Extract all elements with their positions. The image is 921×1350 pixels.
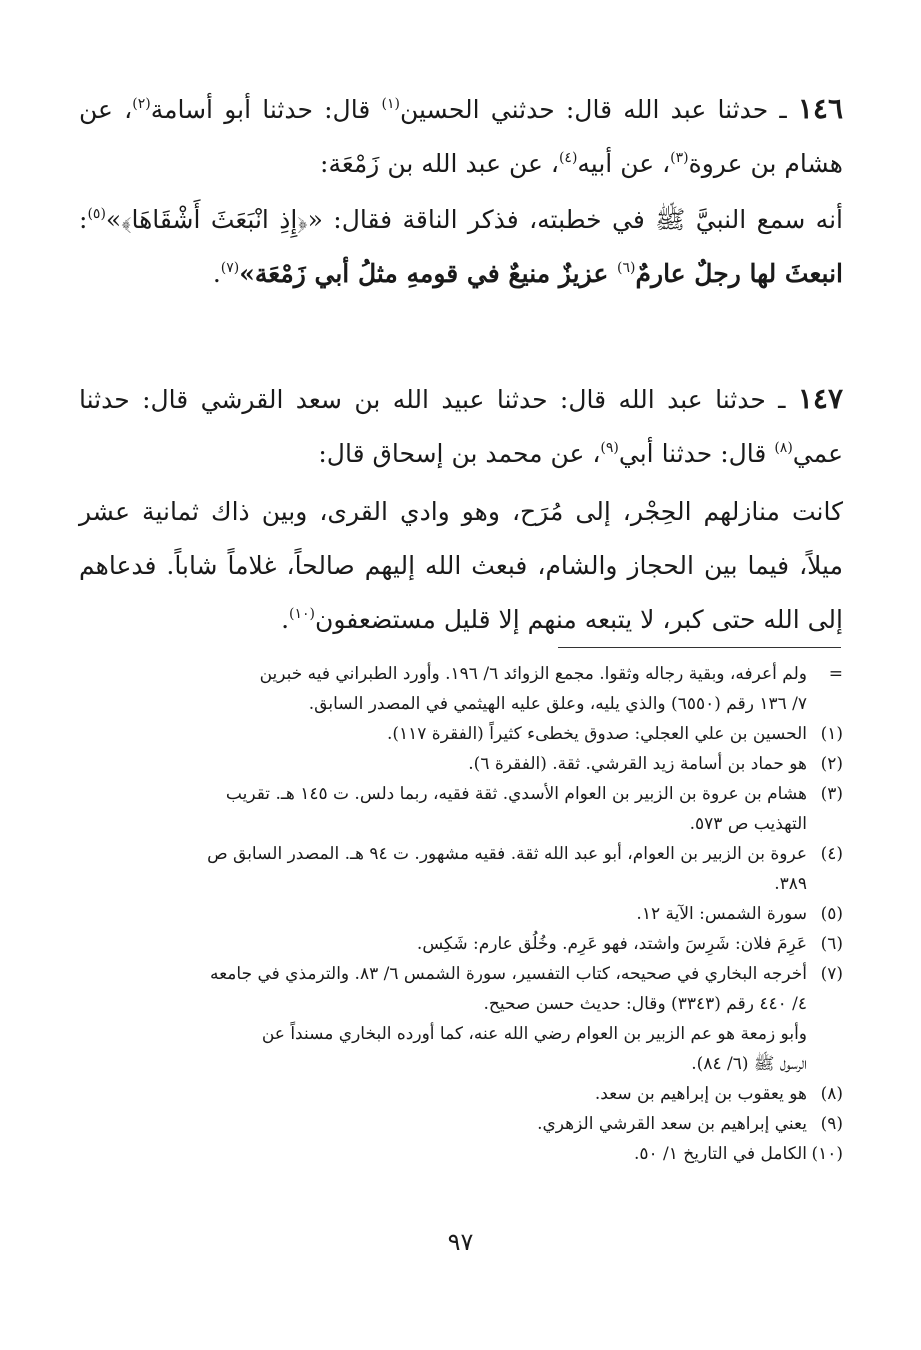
footnote-ref: (٣) <box>670 150 689 166</box>
footnote-9 <box>79 1109 843 1139</box>
matn-text: كانت منازلهم الحِجْر، إلى مُرَح، وهو وادي القرى، وبين ذاك ثمانية عشر ميلاً، فيما بين الحجاز والشام، فبعث الله إليهم صالحاً، غلاماً شاباً. فدعاهم إلى الله حتى كبر، لا يتبعه منهم إلا قليل مستضعفون <box>79 497 843 634</box>
matn-text: . <box>281 605 290 634</box>
matn-text: . <box>212 259 221 288</box>
footnote-text: الحسين بن علي العجلي: صدوق يخطىء كثيراً (الفقرة ١١٧). <box>386 724 807 744</box>
footnote-number: (٢) <box>820 754 843 774</box>
footnotes <box>79 659 843 1169</box>
footnote-3 <box>79 779 843 839</box>
footnote-5 <box>79 899 843 929</box>
isnad-text: ، عن هشام بن عروة <box>79 95 843 178</box>
footnote-1 <box>79 719 843 749</box>
footnote-ref: (١٠) <box>289 606 316 622</box>
matn-text: أنه سمع النبيَّ ﷺ في خطبته، فذكر الناقة فقال: «﴿إِذِ انْبَعَثَ أَشْقَاهَا﴾» <box>105 205 843 234</box>
footnote-line: أخرجه البخاري في صحيحه، كتاب التفسير، سورة الشمس ٦/ ٨٣. والترمذي في جامعه <box>209 964 807 984</box>
isnad-text: ـ حدثنا عبد الله قال: حدثني الحسين <box>399 95 798 124</box>
isnad-text: ـ حدثنا عبد الله قال: حدثنا عبيد الله بن سعد القرشي قال: حدثنا عمي <box>79 385 843 468</box>
footnote-line: وأبو زمعة هو عم الزبير بن العوام رضي الله عنه، كما أورده البخاري مسنداً عن <box>261 1024 807 1044</box>
footnote-line: عروة بن الزبير بن العوام، أبو عبد الله ثقة. فقيه مشهور. ت ٩٤ هـ. المصدر السابق ص <box>207 844 807 864</box>
footnote-divider <box>558 647 841 648</box>
footnote-ref: (٦) <box>617 260 636 276</box>
hadith-146-matn <box>79 193 843 301</box>
footnote-line: ٧/ ١٣٦ رقم (٦٥٥٠) والذي يليه، وعلق عليه الهيثمي في المصدر السابق. <box>308 694 807 714</box>
footnote-text: هو يعقوب بن إبراهيم بن سعد. <box>594 1084 807 1104</box>
matn-bold-text: عزيزٌ منيعٌ في قومهِ مثلُ أبي زَمْعَة» <box>239 259 618 288</box>
hadith-147-isnad <box>79 372 843 481</box>
isnad-text: ، عن محمد بن إسحاق قال: <box>318 439 601 468</box>
footnote-10 <box>79 1139 843 1169</box>
footnote-text: يعني إبراهيم بن سعد القرشي الزهري. <box>537 1114 807 1134</box>
page-number: ٩٧ <box>447 1228 474 1256</box>
footnote-text: سورة الشمس: الآية ١٢. <box>636 904 807 924</box>
hadith-146-isnad <box>79 82 843 191</box>
footnote-text: هو حماد بن أسامة زيد القرشي. ثقة. (الفقرة ٦). <box>468 754 807 774</box>
footnote-number: (١) <box>820 724 843 744</box>
footnote-number: (٧) <box>820 964 843 984</box>
footnote-ref: (٥) <box>87 206 106 222</box>
footnote-text: عَرِمَ فلان: شَرِسَ واشتد، فهو عَرِم. وخُلُق عارم: شَكِس. <box>416 934 807 954</box>
footnote-6 <box>79 929 843 959</box>
hadith-number: ١٤٦ <box>797 92 844 125</box>
footnote-ref: (٨) <box>774 440 793 456</box>
footnote-number: (٥) <box>820 904 843 924</box>
isnad-text: قال: حدثنا أبو أسامة <box>150 95 382 124</box>
footnote-ref: (٤) <box>558 150 578 166</box>
footnote-ref: (٧) <box>220 260 240 276</box>
footnote-number: (٣) <box>820 784 843 804</box>
footnote-number: (٦) <box>820 934 843 954</box>
footnote-number: (٨) <box>820 1084 843 1104</box>
footnote-ref: (٩) <box>600 440 619 456</box>
hadith-number: ١٤٧ <box>797 382 843 415</box>
footnote-ref: (١) <box>381 96 400 112</box>
footnote-ref: (٢) <box>132 96 151 112</box>
isnad-text: ، عن أبيه <box>577 149 671 178</box>
isnad-text: قال: حدثنا أبي <box>618 439 775 468</box>
footnote-text: الكامل في التاريخ ١/ ٥٠. <box>633 1144 807 1164</box>
footnote-line: ولم أعرفه، وبقية رجاله وثقوا. مجمع الزوائد ٦/ ١٩٦. وأورد الطبراني فيه خبرين <box>259 664 807 684</box>
footnote-2 <box>79 749 843 779</box>
footnote-8 <box>79 1079 843 1109</box>
footnote-number: (٩) <box>820 1114 843 1134</box>
footnote-line: الرسول ﷺ (٦/ ٨٤). <box>691 1054 807 1074</box>
isnad-text: ، عن عبد الله بن زَمْعَة: <box>320 149 559 178</box>
footnote-line: ٤/ ٤٤٠ رقم (٣٣٤٣) وقال: حديث حسن صحيح. <box>483 994 807 1014</box>
footnote-line: هشام بن عروة بن الزبير بن العوام الأسدي. ثقة فقيه، ربما دلس. ت ١٤٥ هـ. تقريب <box>225 784 807 804</box>
footnote-7 <box>79 959 843 1079</box>
hadith-147-matn <box>79 485 843 647</box>
footnote-4 <box>79 839 843 899</box>
footnote-number: (٤) <box>820 844 843 864</box>
footnote-line: التهذيب ص ٥٧٣. <box>689 814 807 834</box>
footnote-number: (١٠) <box>811 1144 843 1164</box>
footnote-continuation <box>79 659 843 719</box>
footnote-marker: = <box>828 664 843 684</box>
matn-text: : <box>79 205 88 234</box>
footnote-line: ٣٨٩. <box>774 874 807 894</box>
matn-bold-text: انبعثَ لها رجلٌ عارمٌ <box>635 259 843 288</box>
